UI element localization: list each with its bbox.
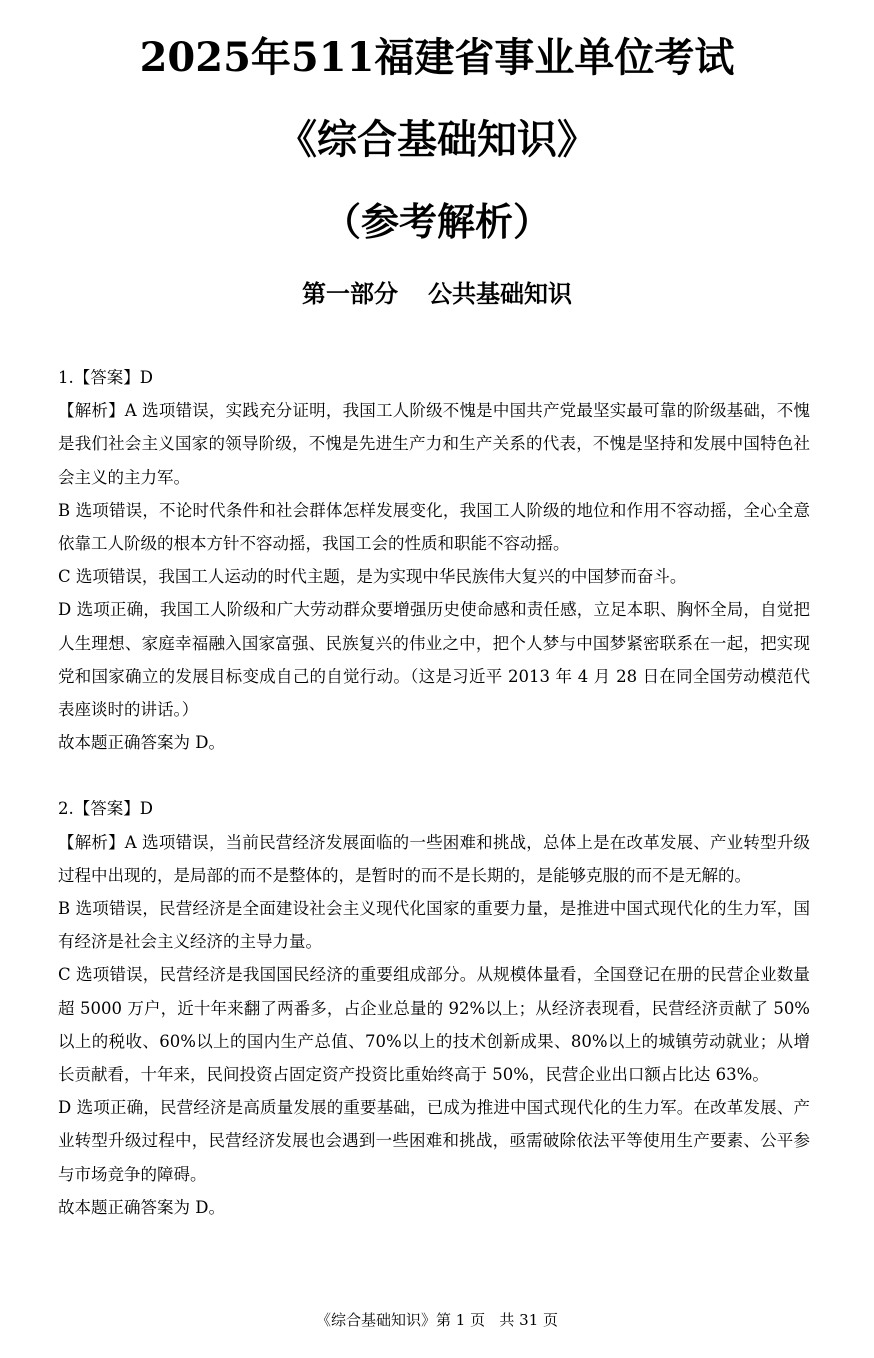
explanation-paragraph: 【解析】A 选项错误，实践充分证明，我国工人阶级不愧是中国共产党最坚实最可靠的阶级基础，不愧是我们社会主义国家的领导阶级，不愧是先进生产力和生产关系的代表，不愧是坚持和发展中国特色社会主义的主力军。: [58, 401, 810, 487]
question-answer-line: 1.【答案】D: [58, 368, 153, 387]
footer-book: 《综合基础知识》: [315, 1311, 436, 1329]
explanation-paragraph: B 选项错误，不论时代条件和社会群体怎样发展变化，我国工人阶级的地位和作用不容动摇，全心全意依靠工人阶级的根本方针不容动摇，我国工会的性质和职能不容动摇。: [58, 500, 810, 554]
reference-note: （参考解析）: [322, 199, 551, 244]
conclusion-paragraph: 故本题正确答案为 D。: [58, 733, 225, 753]
conclusion-paragraph: 故本题正确答案为 D。: [58, 1197, 225, 1217]
subject-title: 《综合基础知识》: [277, 116, 597, 163]
footer-page: 第 1 页: [435, 1311, 486, 1329]
question-block: [58, 792, 810, 1224]
footer-total: 共 31 页: [499, 1311, 559, 1329]
section-heading: [0, 276, 874, 312]
explanation-paragraph: C 选项错误，民营经济是我国国民经济的重要组成部分。从规模体量看，全国登记在册的民营企业数量超 5000 万户，近十年来翻了两番多，占企业总量的 92%以上；从经济表现看，民营经济贡献了 50%以上的税收、60%以上的国内生产总值、70%以上的技术创新成果、80%以上的城镇劳动就业；从增长贡献看，十年来，民间投资占固定资产投资比重始终高于 50%，民营企业出口额占比达 63%。: [58, 965, 810, 1085]
section-name: 公共基础知识: [428, 279, 572, 308]
explanation-paragraph: C 选项错误，我国工人运动的时代主题，是为实现中华民族伟大复兴的中国梦而奋斗。: [58, 567, 687, 587]
page-footer: [0, 1308, 874, 1332]
section-part: 第一部分: [302, 279, 398, 308]
answer-content: [58, 361, 810, 1224]
explanation-paragraph: D 选项正确，民营经济是高质量发展的重要基础，已成为推进中国式现代化的生力军。在改革发展、产业转型升级过程中，民营经济发展也会遇到一些困难和挑战，亟需破除依法平等使用生产要素、公平参与市场竞争的障碍。: [58, 1098, 810, 1184]
explanation-paragraph: D 选项正确，我国工人阶级和广大劳动群众要增强历史使命感和责任感，立足本职、胸怀全局，自觉把人生理想、家庭幸福融入国家富强、民族复兴的伟业之中，把个人梦与中国梦紧密联系在一起，把实现党和国家确立的发展目标变成自己的自觉行动。（这是习近平 2013 年 4 月 28 日在同全国劳动模范代表座谈时的讲话。）: [58, 600, 810, 720]
explanation-paragraph: 【解析】A 选项错误，当前民营经济发展面临的一些困难和挑战，总体上是在改革发展、产业转型升级过程中出现的，是局部的而不是整体的，是暂时的而不是长期的，是能够克服的而不是无解的。: [58, 832, 810, 885]
question-block: [58, 361, 810, 759]
document-title: 2025年511福建省事业单位考试: [139, 34, 735, 81]
explanation-paragraph: B 选项错误，民营经济是全面建设社会主义现代化国家的重要力量，是推进中国式现代化的生力军，国有经济是社会主义经济的主导力量。: [58, 899, 810, 952]
question-answer-line: 2.【答案】D: [58, 799, 153, 819]
